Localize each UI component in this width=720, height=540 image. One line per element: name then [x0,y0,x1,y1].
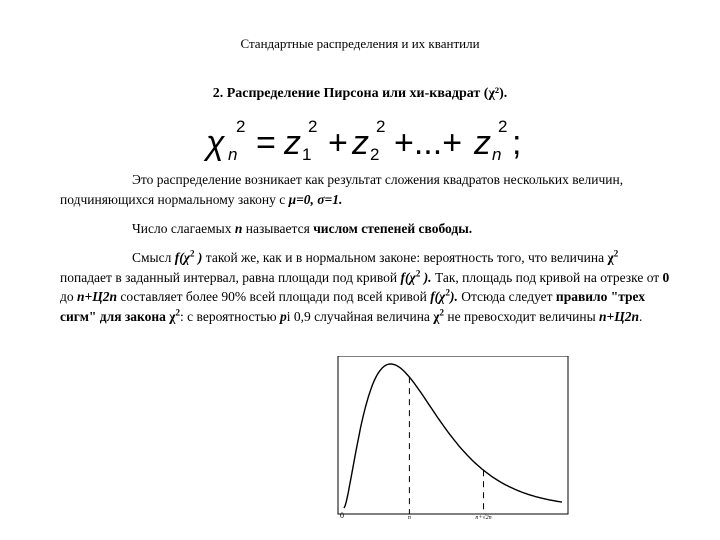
formula-chi: χ [206,124,225,162]
para3-p: p [280,308,287,324]
formula-z2: z [352,124,369,162]
para3-t10: случайная величина [310,308,434,324]
para3-bound2: n+Ц2n [599,308,640,324]
para3-fchi1-end: ) [194,250,203,265]
tick-label-zero: 0 [340,511,344,520]
section-title: 2. Распределение Пирсона или хи-квадрат (χ²). [212,86,508,101]
para3-fchi1: f(χ [174,250,191,265]
para3-t12: . [639,308,643,324]
para3-t8: : с вероятностью [180,308,280,324]
chi-square-formula [206,112,536,168]
para3-sup4: 2 [445,287,450,298]
para3-fchi2-end: ). [420,269,432,285]
para3-sup3: 2 [415,268,421,278]
para3-fchi3-end: ). [449,289,458,304]
tick-label-n: n [407,515,411,521]
formula-zn-sup: 2 [498,117,508,136]
para3-sup6: 2 [439,307,445,317]
formula-plus-dots: +...+ [394,124,463,162]
para3-sup5: 2 [175,307,181,317]
formula-zn: z [474,124,491,162]
formula-chi-sup: 2 [236,117,246,136]
para1-params: μ=0, σ=1. [288,191,343,207]
formula-z1-sup: 2 [308,117,318,136]
para3-t6: составляет более 90% всей площади под всей кривой [116,289,431,304]
para3-t9: і 0,9 [286,308,311,324]
para2-bold: числом степеней свободы. [313,221,473,236]
formula-z1-sub: 1 [302,145,312,164]
para3-fchi2: f(χ [400,269,416,285]
para3-chi3: χ [433,308,440,324]
para2-text-b: называется [242,221,314,236]
formula-z2-sub: 2 [370,145,380,164]
para3-fchi3: f(χ [430,289,446,304]
formula-plus: + [328,124,348,162]
chart-frame [338,356,568,514]
para2-n: n [234,221,243,236]
paragraph-degrees [60,219,670,239]
para3-sup1: 2 [190,248,195,259]
paragraph-meaning [60,248,670,326]
para3-chi2: χ [607,250,614,265]
para3-zero: 0 [662,269,670,285]
para3-t2: такой же, как и в нормальном законе: вероятность того, что величина [202,250,608,265]
formula-z2-sup: 2 [376,117,386,136]
para3-t1: Смысл [132,250,175,265]
para3-t3: попадает в заданный интервал, равна площади под кривой [60,269,401,285]
density-curve [344,364,562,508]
para3-t7: Отсюда следует [457,289,556,304]
para3-sup2: 2 [613,248,619,259]
para3-t5: до [60,289,77,304]
para1-text: Это распределение возникает как результат сложения квадратов нескольких величин, подчиняющихся нормальному закону с [60,172,624,207]
formula-semicolon: ; [512,124,522,162]
formula-chi-sub: n [228,145,238,164]
chi-square-chart [330,356,580,526]
page-header: Стандартные распределения и их квантили [240,36,480,51]
para3-rule: правило "трех сигм" для закона χ [60,289,645,324]
para3-bound: n+Ц2n [77,289,117,304]
paragraph-origin [60,170,670,209]
para2-text-a: Число слагаемых [132,221,235,236]
formula-zn-sub: n [492,145,502,164]
para3-t4: Так, площадь под кривой на отрезке от [431,269,663,285]
para3-t11: не превосходит величины [444,308,600,324]
tick-label-n-sqrt2n: n+√2n [475,515,492,521]
formula-eq: = [256,124,276,162]
formula-z1: z [284,124,301,162]
